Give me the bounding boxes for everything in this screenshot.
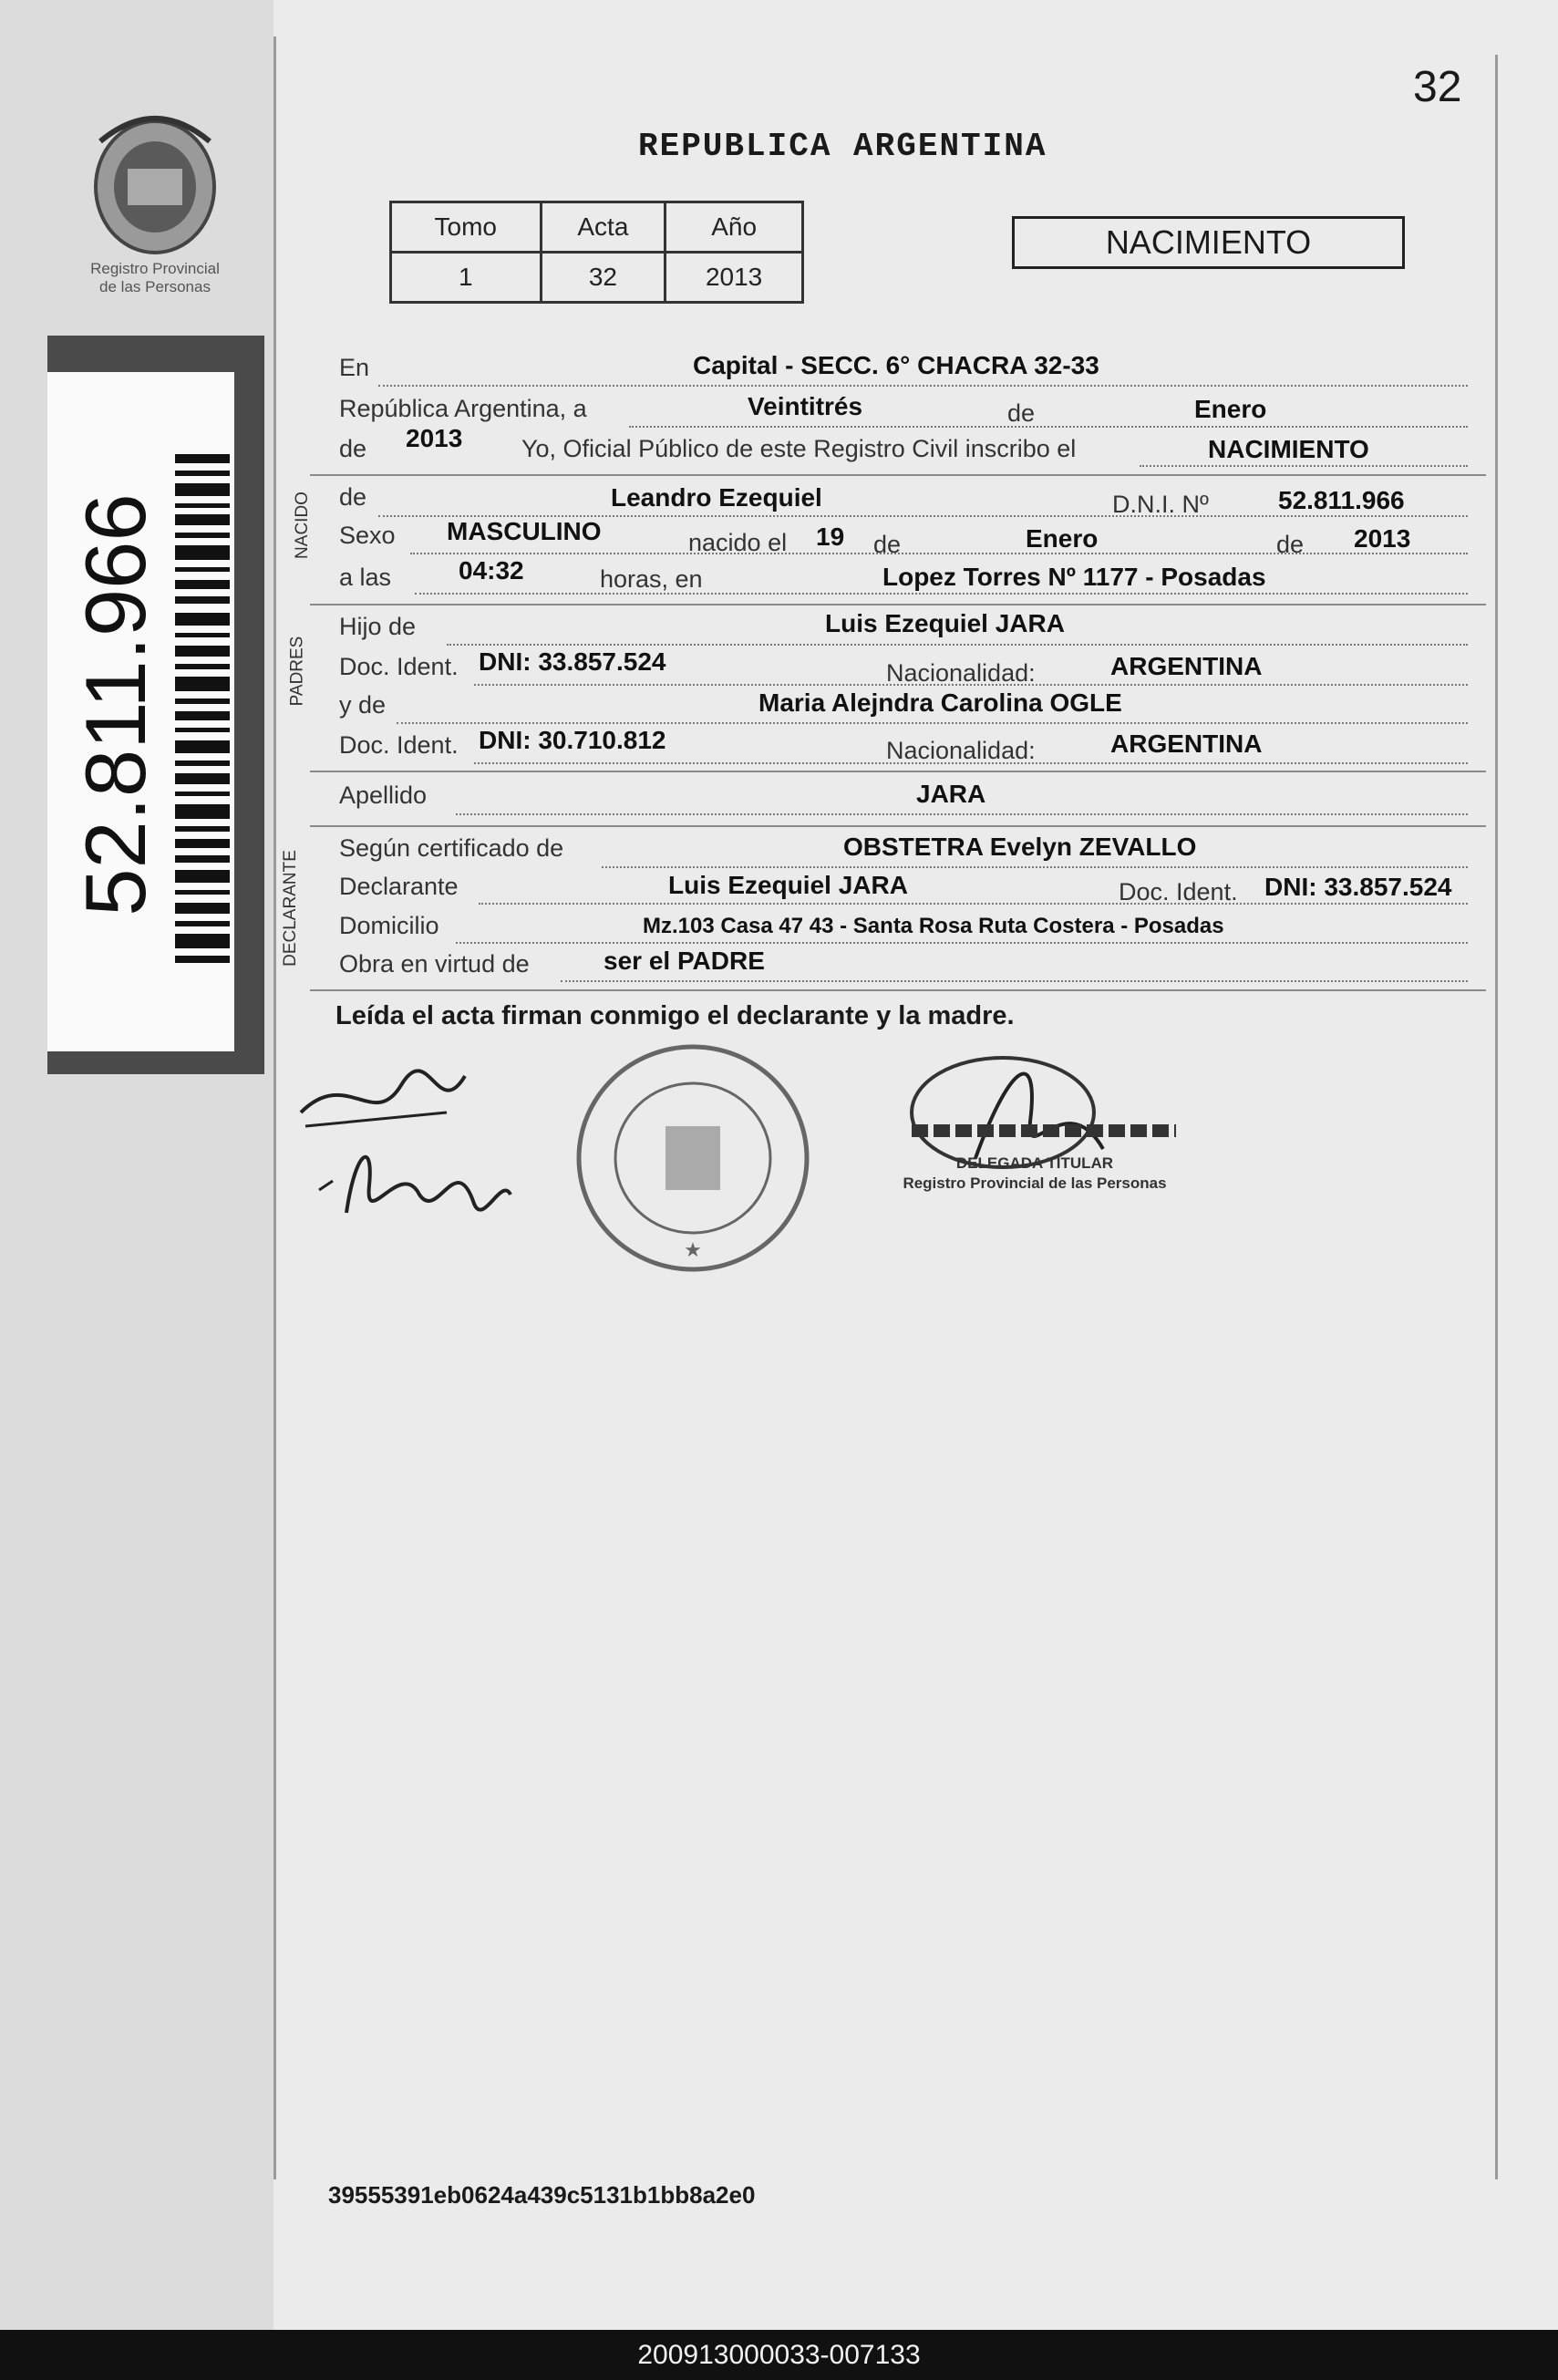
- father-doc-value: DNI: 33.857.524: [479, 647, 666, 676]
- en-label: En: [339, 354, 370, 381]
- signature-icon: [292, 1012, 529, 1231]
- coat-of-arms-icon: [82, 105, 228, 260]
- birth-day-value: 19: [816, 523, 845, 551]
- father-doc-label: Doc. Ident.: [339, 653, 459, 680]
- nacido-el-label: nacido el: [688, 529, 788, 556]
- mother-doc-value: DNI: 30.710.812: [479, 726, 666, 754]
- nacido-de-label: de: [339, 483, 367, 511]
- mother-nat-label: Nacionalidad:: [886, 737, 1036, 764]
- svg-text:★: ★: [684, 1238, 702, 1261]
- book-spine: [0, 0, 273, 2330]
- doc-type-box: NACIMIENTO: [1012, 216, 1405, 269]
- father-nat-label: Nacionalidad:: [886, 659, 1036, 687]
- yde-label: y de: [339, 691, 387, 719]
- obra-label: Obra en virtud de: [339, 950, 530, 978]
- birth-place-value: Lopez Torres Nº 1177 - Posadas: [882, 563, 1266, 591]
- sexo-label: Sexo: [339, 522, 396, 549]
- sexo-value: MASCULINO: [447, 517, 602, 545]
- barcode-icon: [175, 454, 230, 965]
- hijo-label: Hijo de: [339, 613, 417, 640]
- cert-value: OBSTETRA Evelyn ZEVALLO: [843, 833, 1197, 861]
- page-number: 32: [1413, 63, 1462, 111]
- oficial-text: Yo, Oficial Público de este Registro Civil inscribo el: [521, 435, 1077, 462]
- dni-label: D.N.I. Nº: [1112, 491, 1209, 518]
- nacido-de-label-3: de: [1276, 531, 1305, 558]
- closing-statement: Leída el acta firman conmigo el declarante y la madre.: [335, 1001, 1015, 1030]
- page-title: REPUBLICA ARGENTINA: [638, 128, 1047, 165]
- horas-label: horas, en: [600, 565, 703, 593]
- decl-value: Luis Ezequiel JARA: [668, 871, 908, 899]
- place-value: Capital - SECC. 6° CHACRA 32-33: [693, 351, 1099, 379]
- nacido-de-label-2: de: [873, 531, 902, 558]
- anio-value: 2013: [666, 253, 803, 303]
- apellido-label: Apellido: [339, 781, 428, 809]
- apellido-value: JARA: [916, 780, 986, 808]
- registry-caption: Registro Provincial de las Personas: [90, 260, 220, 295]
- anio-label: Año: [666, 202, 803, 253]
- mother-nat-value: ARGENTINA: [1110, 730, 1263, 758]
- nacido-section-label: NACIDO: [292, 492, 312, 559]
- stamp-text: DELEGADA TITULAR Registro Provincial de las Personas: [903, 1154, 1167, 1192]
- father-name-value: Luis Ezequiel JARA: [825, 609, 1065, 637]
- barcode-strip: [47, 336, 264, 1074]
- document-page: [273, 0, 1558, 2330]
- left-margin-line: [273, 36, 276, 2179]
- act-value: NACIMIENTO: [1208, 435, 1369, 463]
- official-seal-icon: [570, 1040, 816, 1277]
- republica-label: República Argentina, a: [339, 395, 587, 422]
- mother-name-value: Maria Alejndra Carolina OGLE: [758, 688, 1122, 717]
- strip-dni: 52.811.966: [67, 493, 163, 916]
- document-hash: 39555391eb0624a439c5131b1bb8a2e0: [328, 2181, 756, 2209]
- right-margin-line: [1495, 55, 1498, 2179]
- alas-label: a las: [339, 564, 392, 591]
- footer-id: 200913000033-007133: [0, 2330, 1558, 2380]
- father-nat-value: ARGENTINA: [1110, 652, 1263, 680]
- child-dni-value: 52.811.966: [1278, 486, 1405, 514]
- child-name-value: Leandro Ezequiel: [611, 483, 822, 512]
- dom-label: Domicilio: [339, 912, 439, 939]
- birth-year-value: 2013: [1354, 524, 1411, 553]
- tomo-label: Tomo: [391, 202, 542, 253]
- dom-value: Mz.103 Casa 47 43 - Santa Rosa Ruta Costera - Posadas: [643, 914, 1224, 938]
- register-table: [389, 201, 804, 304]
- month-value: Enero: [1194, 395, 1267, 423]
- padres-section-label: PADRES: [287, 636, 307, 707]
- decl-doc-label: Doc. Ident.: [1119, 878, 1238, 905]
- de-label-2: de: [339, 435, 367, 462]
- de-label-1: de: [1007, 399, 1036, 427]
- decl-label: Declarante: [339, 873, 459, 900]
- obra-value: ser el PADRE: [604, 947, 765, 975]
- acta-label: Acta: [541, 202, 666, 253]
- day-words-value: Veintitrés: [748, 392, 863, 420]
- birth-time-value: 04:32: [459, 556, 524, 585]
- declarante-section-label: DECLARANTE: [280, 850, 300, 967]
- cert-label: Según certificado de: [339, 834, 564, 862]
- year-value: 2013: [406, 424, 463, 452]
- decl-doc-value: DNI: 33.857.524: [1264, 873, 1452, 901]
- acta-value: 32: [541, 253, 666, 303]
- birth-month-value: Enero: [1026, 524, 1099, 553]
- mother-doc-label: Doc. Ident.: [339, 731, 459, 759]
- tomo-value: 1: [391, 253, 542, 303]
